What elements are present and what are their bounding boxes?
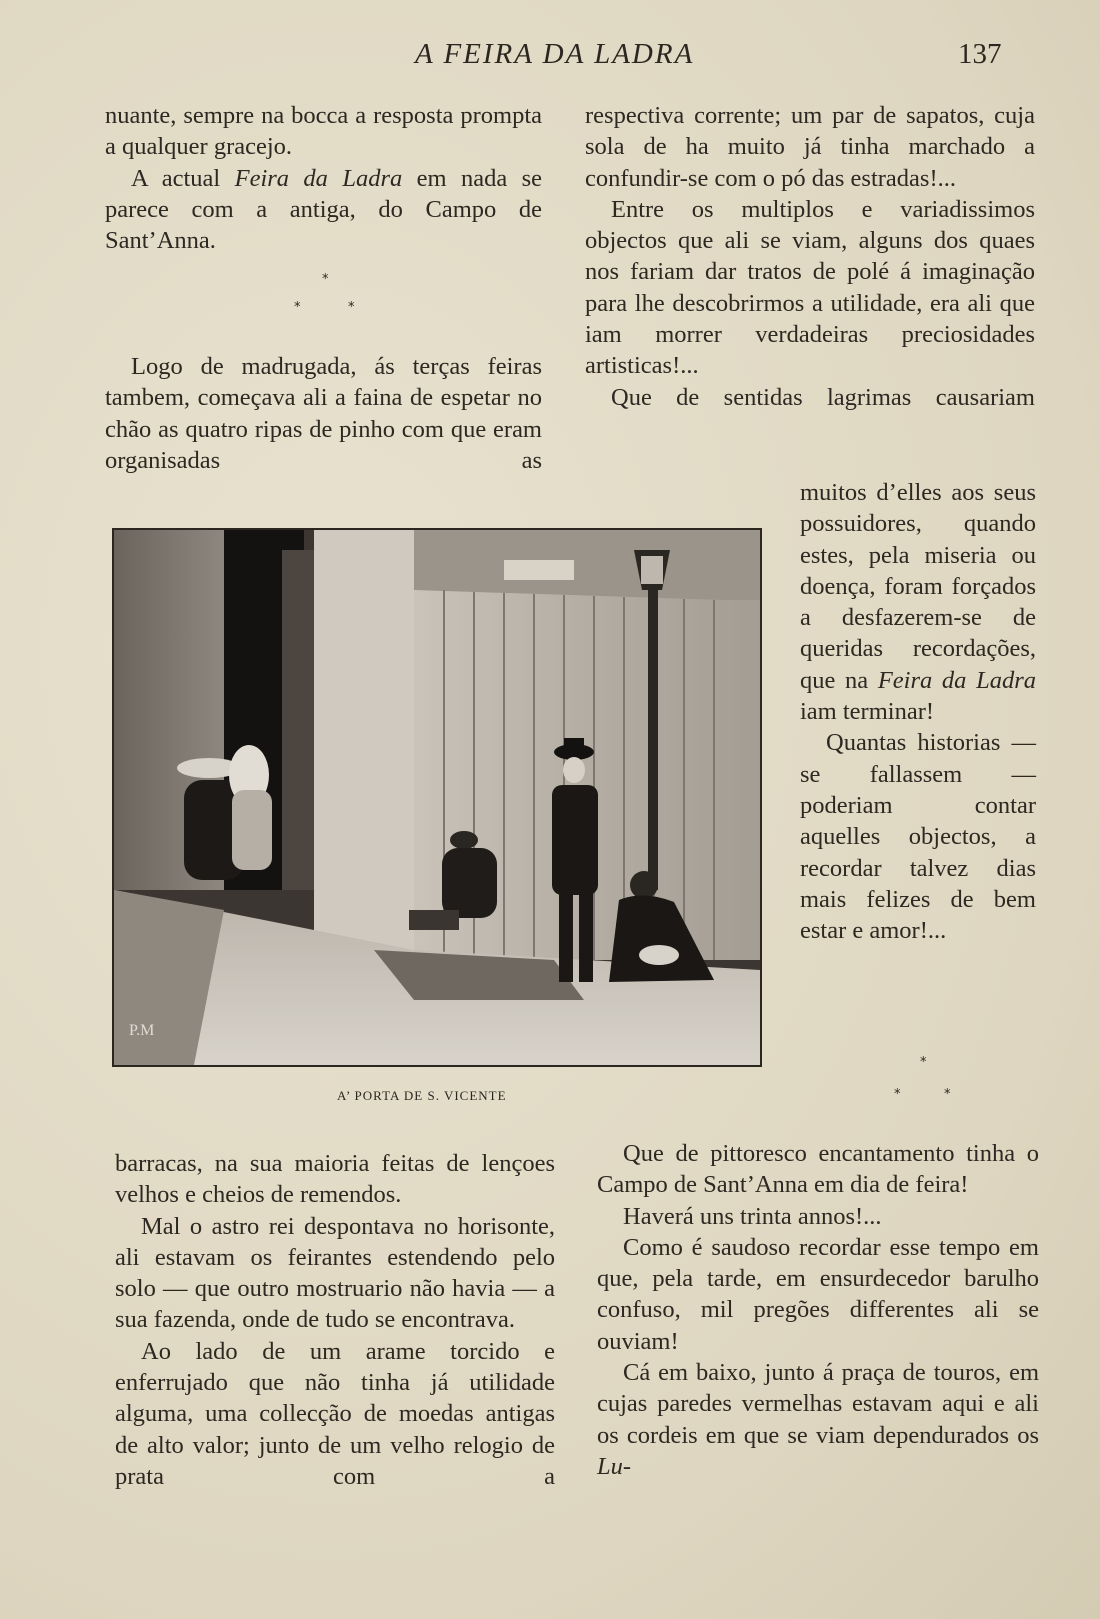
section-separator xyxy=(894,1055,980,1102)
paragraph xyxy=(105,163,542,257)
paragraph: Quantas historias — se fallassem — poderiam contar aquelles objectos, a recordar talvez dias mais felizes de bem estar e amor!... xyxy=(800,729,1036,945)
paragraph: Mal o astro rei despontava no horisonte, ali estavam os feirantes estendendo pelo solo — que outro mostruario não havia — a sua fazenda, onde de tudo se encontrava. xyxy=(115,1212,555,1334)
star: * xyxy=(894,1087,901,1102)
paragraph xyxy=(597,1357,1039,1482)
paragraph: Logo de madrugada, ás terças feiras tambem, começava ali a faina de espetar no chão as quatro ripas de pinho com que eram organisadas as xyxy=(105,353,542,474)
paragraph: Haverá uns trinta annos!... xyxy=(623,1202,882,1230)
page-number: 137 xyxy=(958,38,1002,70)
paragraph: Entre os multiplos e variadissimos objectos que ali se viam, alguns dos quaes nos fariam dar tratos de polé á imaginação para lhe descobrirmos a utilidade, era ali que iam morrer verdadeiras preciosidades artisticas!... xyxy=(585,195,1035,380)
photograph-image xyxy=(114,530,760,1065)
text-run: iam terminar! xyxy=(800,698,935,726)
column-bottom-left xyxy=(115,1148,555,1492)
column-top-right xyxy=(585,100,1035,413)
page-header xyxy=(0,38,1100,78)
column-top-left xyxy=(105,100,542,256)
star: * xyxy=(322,272,329,287)
photograph xyxy=(112,528,762,1067)
text-run: muitos d’elles aos seus possuidores, quando estes, pela miseria ou doença, foram forçados a desfazerem-se de queridas recordações, que na xyxy=(800,479,1036,694)
text-run: Cá em baixo, junto á praça de touros, em cujas paredes vermelhas estavam aqui e ali os cordeis em que se viam dependurados os xyxy=(597,1359,1039,1449)
italic-run: Lu- xyxy=(597,1452,632,1480)
paragraph: nuante, sempre na bocca a resposta prompta a qualquer gracejo. xyxy=(105,102,542,161)
paragraph: Como é saudoso recordar esse tempo em que, pela tarde, em ensurdecedor barulho confuso, mil pregões differentes ali se ouviam! xyxy=(597,1233,1039,1355)
star: * xyxy=(348,300,355,315)
paragraph: Ao lado de um arame torcido e enferrujado que não tinha já utilidade alguma, uma collecção de moedas antigas de alto valor; junto de um velho relogio de prata com a xyxy=(115,1337,555,1490)
star: * xyxy=(294,300,301,315)
section-separator xyxy=(294,272,374,315)
italic-run: Feira da Ladra xyxy=(234,164,403,192)
text-run: em nada se parece com a antiga, do Campo de Sant’Anna. xyxy=(105,164,542,255)
running-title: A FEIRA DA LADRA xyxy=(415,38,695,70)
photo-caption: A’ PORTA DE S. VICENTE xyxy=(337,1088,507,1103)
paragraph: Que de sentidas lagrimas causariam xyxy=(611,383,1035,411)
column-wrap-right xyxy=(800,477,1036,946)
paragraph: Que de pittoresco encantamento tinha o Campo de Sant’Anna em dia de feira! xyxy=(597,1140,1039,1199)
paragraph: respectiva corrente; um par de sapatos, cuja sola de ha muito já tinha marchado a confundir-se com o pó das estradas!... xyxy=(585,102,1035,192)
star: * xyxy=(944,1087,951,1102)
column-bottom-right xyxy=(597,1138,1039,1482)
column-top-left-lower xyxy=(105,351,542,476)
star: * xyxy=(920,1055,927,1070)
text-run: A actual xyxy=(131,164,235,192)
italic-run: Feira da Ladra xyxy=(877,666,1036,694)
photo-signature: P.M xyxy=(129,1022,155,1039)
paragraph: barracas, na sua maioria feitas de lençoes velhos e cheios de remendos. xyxy=(115,1150,555,1209)
paragraph xyxy=(800,477,1036,727)
